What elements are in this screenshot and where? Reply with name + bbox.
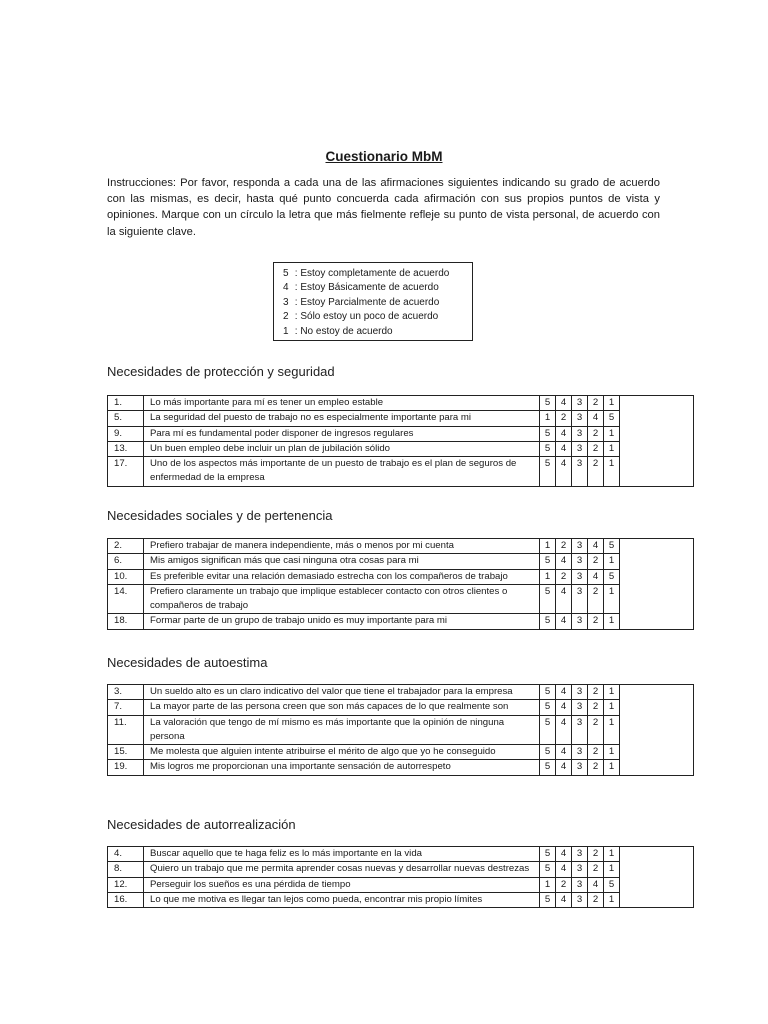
score-option[interactable]: 3 [572, 539, 588, 554]
score-option[interactable]: 4 [556, 441, 572, 456]
question-row [108, 411, 694, 426]
question-text: Me molesta que alguien intente atribuirse el mérito de algo que yo he conseguido [144, 745, 540, 760]
question-number: 7. [108, 700, 144, 715]
score-option[interactable]: 5 [540, 584, 556, 614]
question-text: Mis logros me proporcionan una importante sensación de autorrespeto [144, 760, 540, 775]
questions-table-esteem [107, 684, 694, 776]
question-row [108, 426, 694, 441]
question-number: 11. [108, 715, 144, 745]
score-option[interactable]: 4 [556, 426, 572, 441]
key-number: 1 [283, 325, 289, 337]
score-option[interactable]: 3 [572, 584, 588, 614]
score-option[interactable]: 3 [572, 396, 588, 411]
score-option[interactable]: 3 [572, 760, 588, 775]
score-option[interactable]: 1 [604, 614, 620, 629]
score-option[interactable]: 4 [556, 715, 572, 745]
score-option[interactable]: 2 [588, 426, 604, 441]
score-option[interactable]: 3 [572, 862, 588, 877]
score-option[interactable]: 4 [556, 614, 572, 629]
question-row [108, 685, 694, 700]
question-row [108, 892, 694, 907]
question-row [108, 745, 694, 760]
key-number: 5 [283, 268, 289, 279]
key-row [283, 296, 472, 310]
question-text: La seguridad del puesto de trabajo no es especialmente importante para mi [144, 411, 540, 426]
score-option[interactable]: 2 [588, 584, 604, 614]
score-option[interactable]: 3 [572, 685, 588, 700]
score-option[interactable]: 2 [588, 892, 604, 907]
section-title-protection: Necesidades de protección y seguridad [107, 364, 335, 379]
score-option[interactable]: 2 [556, 877, 572, 892]
score-option[interactable]: 3 [572, 411, 588, 426]
key-number: 4 [283, 282, 289, 294]
question-text: Formar parte de un grupo de trabajo unido es muy importante para mi [144, 614, 540, 629]
section-title-self-actualization: Necesidades de autorrealización [107, 817, 296, 832]
score-option[interactable]: 5 [540, 700, 556, 715]
question-number: 1. [108, 396, 144, 411]
score-option[interactable]: 4 [556, 584, 572, 614]
question-text: Perseguir los sueños es una pérdida de tiempo [144, 877, 540, 892]
score-option[interactable]: 1 [604, 441, 620, 456]
score-option[interactable]: 3 [572, 569, 588, 584]
question-text: Prefiero claramente un trabajo que implique establecer contacto con otros clientes o compañeros de trabajo [144, 584, 540, 614]
score-option[interactable]: 5 [540, 847, 556, 862]
score-option[interactable]: 2 [588, 760, 604, 775]
score-option[interactable]: 5 [604, 411, 620, 426]
score-option[interactable]: 1 [604, 584, 620, 614]
question-number: 2. [108, 539, 144, 554]
question-number: 5. [108, 411, 144, 426]
answer-key-box [273, 262, 473, 341]
score-option[interactable]: 5 [540, 457, 556, 487]
question-number: 14. [108, 584, 144, 614]
question-number: 12. [108, 877, 144, 892]
question-number: 16. [108, 892, 144, 907]
score-option[interactable]: 5 [604, 569, 620, 584]
score-option[interactable]: 1 [604, 892, 620, 907]
score-option[interactable]: 2 [556, 411, 572, 426]
score-option[interactable]: 4 [556, 760, 572, 775]
score-option[interactable]: 5 [540, 892, 556, 907]
score-option[interactable]: 4 [588, 569, 604, 584]
score-option[interactable]: 2 [588, 745, 604, 760]
score-option[interactable]: 2 [588, 441, 604, 456]
score-option[interactable]: 2 [588, 715, 604, 745]
question-text: Buscar aquello que te haga feliz es lo más importante en la vida [144, 847, 540, 862]
key-label: : Estoy Parcialmente de acuerdo [294, 296, 440, 308]
score-option[interactable]: 2 [588, 614, 604, 629]
questions-table-social [107, 538, 694, 630]
key-row [283, 325, 472, 339]
score-option[interactable]: 1 [604, 554, 620, 569]
question-text: Uno de los aspectos más importante de un puesto de trabajo es el plan de seguros de enfermedad de la empresa [144, 457, 540, 487]
question-row [108, 396, 694, 411]
question-row [108, 614, 694, 629]
score-option[interactable]: 5 [540, 760, 556, 775]
score-option[interactable]: 3 [572, 715, 588, 745]
score-option[interactable]: 4 [556, 862, 572, 877]
question-text: Es preferible evitar una relación demasiado estrecha con los compañeros de trabajo [144, 569, 540, 584]
key-row [283, 281, 472, 295]
score-option[interactable]: 1 [604, 685, 620, 700]
question-text: Para mí es fundamental poder disponer de ingresos regulares [144, 426, 540, 441]
score-option[interactable]: 3 [572, 892, 588, 907]
score-option[interactable]: 4 [556, 457, 572, 487]
question-text: Un sueldo alto es un claro indicativo del valor que tiene el trabajador para la empresa [144, 685, 540, 700]
score-option[interactable]: 2 [588, 700, 604, 715]
question-text: La valoración que tengo de mí mismo es más importante que la opinión de ninguna persona [144, 715, 540, 745]
score-option[interactable]: 5 [540, 745, 556, 760]
score-option[interactable]: 3 [572, 554, 588, 569]
question-number: 9. [108, 426, 144, 441]
score-option[interactable]: 4 [556, 700, 572, 715]
score-option[interactable]: 2 [588, 554, 604, 569]
score-option[interactable]: 4 [588, 539, 604, 554]
score-option[interactable]: 1 [540, 569, 556, 584]
score-option[interactable]: 1 [604, 862, 620, 877]
score-option[interactable]: 2 [588, 457, 604, 487]
questions-table-protection [107, 395, 694, 487]
answer-blank-column [620, 539, 694, 630]
question-text: Quiero un trabajo que me permita aprender cosas nuevas y desarrollar nuevas destrezas [144, 862, 540, 877]
score-option[interactable]: 4 [556, 396, 572, 411]
score-option[interactable]: 4 [588, 411, 604, 426]
question-row [108, 877, 694, 892]
page-title: Cuestionario MbM [325, 149, 443, 164]
question-text: Prefiero trabajar de manera independiente, más o menos por mi cuenta [144, 539, 540, 554]
score-option[interactable]: 5 [604, 539, 620, 554]
questions-table-self-actualization [107, 846, 694, 908]
score-option[interactable]: 3 [572, 745, 588, 760]
key-label: : Estoy Básicamente de acuerdo [294, 282, 439, 294]
score-option[interactable]: 3 [572, 614, 588, 629]
score-option[interactable]: 5 [540, 715, 556, 745]
score-option[interactable]: 2 [588, 396, 604, 411]
score-option[interactable]: 1 [604, 426, 620, 441]
key-row [283, 310, 472, 324]
key-row [283, 267, 472, 281]
section-title-esteem: Necesidades de autoestima [107, 655, 268, 670]
score-option[interactable]: 1 [540, 877, 556, 892]
question-number: 4. [108, 847, 144, 862]
key-label: : No estoy de acuerdo [294, 325, 393, 337]
score-option[interactable]: 4 [588, 877, 604, 892]
key-label: : Sólo estoy un poco de acuerdo [294, 311, 439, 323]
question-row [108, 700, 694, 715]
score-option[interactable]: 5 [540, 441, 556, 456]
question-row [108, 441, 694, 456]
question-text: Lo que me motiva es llegar tan lejos como pueda, encontrar mis propio límites [144, 892, 540, 907]
section-title-social: Necesidades sociales y de pertenencia [107, 508, 333, 523]
score-option[interactable]: 4 [556, 685, 572, 700]
question-row [108, 554, 694, 569]
score-option[interactable]: 5 [540, 862, 556, 877]
question-row [108, 862, 694, 877]
question-number: 18. [108, 614, 144, 629]
question-row [108, 584, 694, 614]
question-number: 17. [108, 457, 144, 487]
score-option[interactable]: 5 [540, 396, 556, 411]
question-text: La mayor parte de las persona creen que son más capaces de lo que realmente son [144, 700, 540, 715]
question-number: 15. [108, 745, 144, 760]
score-option[interactable]: 5 [540, 685, 556, 700]
score-option[interactable]: 4 [556, 554, 572, 569]
score-option[interactable]: 5 [540, 554, 556, 569]
score-option[interactable]: 4 [556, 892, 572, 907]
answer-blank-column [620, 685, 694, 776]
score-option[interactable]: 1 [604, 700, 620, 715]
answer-blank-column [620, 847, 694, 908]
question-text: Un buen empleo debe incluir un plan de jubilación sólido [144, 441, 540, 456]
score-option[interactable]: 5 [604, 877, 620, 892]
score-option[interactable]: 1 [540, 411, 556, 426]
question-text: Mis amigos significan más que casi ninguna otra cosas para mi [144, 554, 540, 569]
question-row [108, 539, 694, 554]
score-option[interactable]: 3 [572, 877, 588, 892]
score-option[interactable]: 1 [540, 539, 556, 554]
score-option[interactable]: 4 [556, 745, 572, 760]
question-number: 3. [108, 685, 144, 700]
score-option[interactable]: 4 [556, 847, 572, 862]
score-option[interactable]: 3 [572, 700, 588, 715]
question-number: 13. [108, 441, 144, 456]
score-option[interactable]: 2 [588, 685, 604, 700]
key-label: : Estoy completamente de acuerdo [294, 268, 450, 279]
score-option[interactable]: 3 [572, 441, 588, 456]
score-option[interactable]: 3 [572, 457, 588, 487]
key-number: 3 [283, 296, 289, 308]
score-option[interactable]: 5 [540, 614, 556, 629]
score-option[interactable]: 3 [572, 847, 588, 862]
question-number: 8. [108, 862, 144, 877]
instructions-text: Instrucciones: Por favor, responda a cada una de las afirmaciones siguientes indicando su grado de acuerdo con las mismas, es decir, hasta qué punto concuerda cada afirmación con sus propios puntos de vista y opiniones. Marque con un círculo la letra que más fielmente refleje su punto de vista personal, de acuerdo con la siguiente clave. [107, 177, 660, 238]
question-row [108, 457, 694, 487]
score-option[interactable]: 3 [572, 426, 588, 441]
question-row [108, 715, 694, 745]
score-option[interactable]: 2 [556, 569, 572, 584]
score-option[interactable]: 1 [604, 745, 620, 760]
score-option[interactable]: 1 [604, 715, 620, 745]
score-option[interactable]: 2 [588, 862, 604, 877]
score-option[interactable]: 2 [588, 847, 604, 862]
score-option[interactable]: 1 [604, 396, 620, 411]
question-number: 10. [108, 569, 144, 584]
answer-blank-column [620, 396, 694, 487]
question-text: Lo más importante para mí es tener un empleo estable [144, 396, 540, 411]
question-row [108, 569, 694, 584]
score-option[interactable]: 5 [540, 426, 556, 441]
question-row [108, 760, 694, 775]
score-option[interactable]: 1 [604, 847, 620, 862]
score-option[interactable]: 1 [604, 760, 620, 775]
question-number: 19. [108, 760, 144, 775]
key-number: 2 [283, 311, 289, 323]
score-option[interactable]: 2 [556, 539, 572, 554]
score-option[interactable]: 1 [604, 457, 620, 487]
question-number: 6. [108, 554, 144, 569]
question-row [108, 847, 694, 862]
